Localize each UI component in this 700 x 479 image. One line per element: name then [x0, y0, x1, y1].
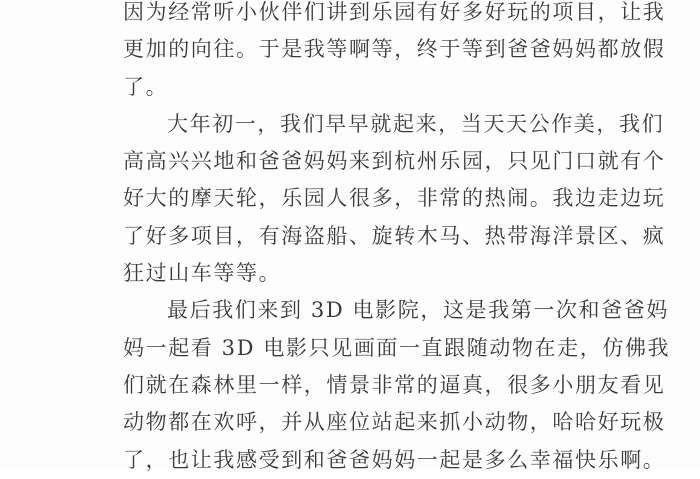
essay-text-column	[123, 0, 671, 479]
text-line: 们就在森林里一样，情景非常的逼真，很多小朋友看见	[123, 372, 666, 397]
paragraph-2	[123, 106, 666, 292]
text-line: 高高兴兴地和爸爸妈妈来到杭州乐园，只见门口就有个	[123, 149, 666, 174]
text-line: 因为经常听小伙伴们讲到乐园有好多好玩的项目，让我	[123, 0, 666, 24]
text-line: 了好多项目，有海盗船、旋转木马、热带海洋景区、疯	[123, 223, 666, 248]
paragraph-1	[123, 0, 666, 106]
text-line: 妈一起看 3D 电影只见画面一直跟随动物在走，仿佛我	[123, 335, 671, 360]
text-line: 最后我们来到 3D 电影院，这是我第一次和爸爸妈	[167, 298, 669, 323]
text-line: 了，也让我感受到和爸爸妈妈一起是多么幸福快乐啊。	[123, 447, 666, 472]
text-line: 更加的向往。于是我等啊等，终于等到爸爸妈妈都放假	[123, 37, 666, 62]
text-line: 动物都在欢呼，并从座位站起来抓小动物，哈哈好玩极	[123, 410, 666, 435]
text-line: 好大的摩天轮，乐园人很多，非常的热闹。我边走边玩	[123, 186, 666, 211]
text-line: 狂过山车等等。	[123, 261, 282, 286]
paragraph-3	[123, 292, 671, 478]
text-line: 大年初一，我们早早就起来，当天天公作美，我们	[167, 111, 665, 136]
text-line: 了。	[123, 74, 169, 99]
